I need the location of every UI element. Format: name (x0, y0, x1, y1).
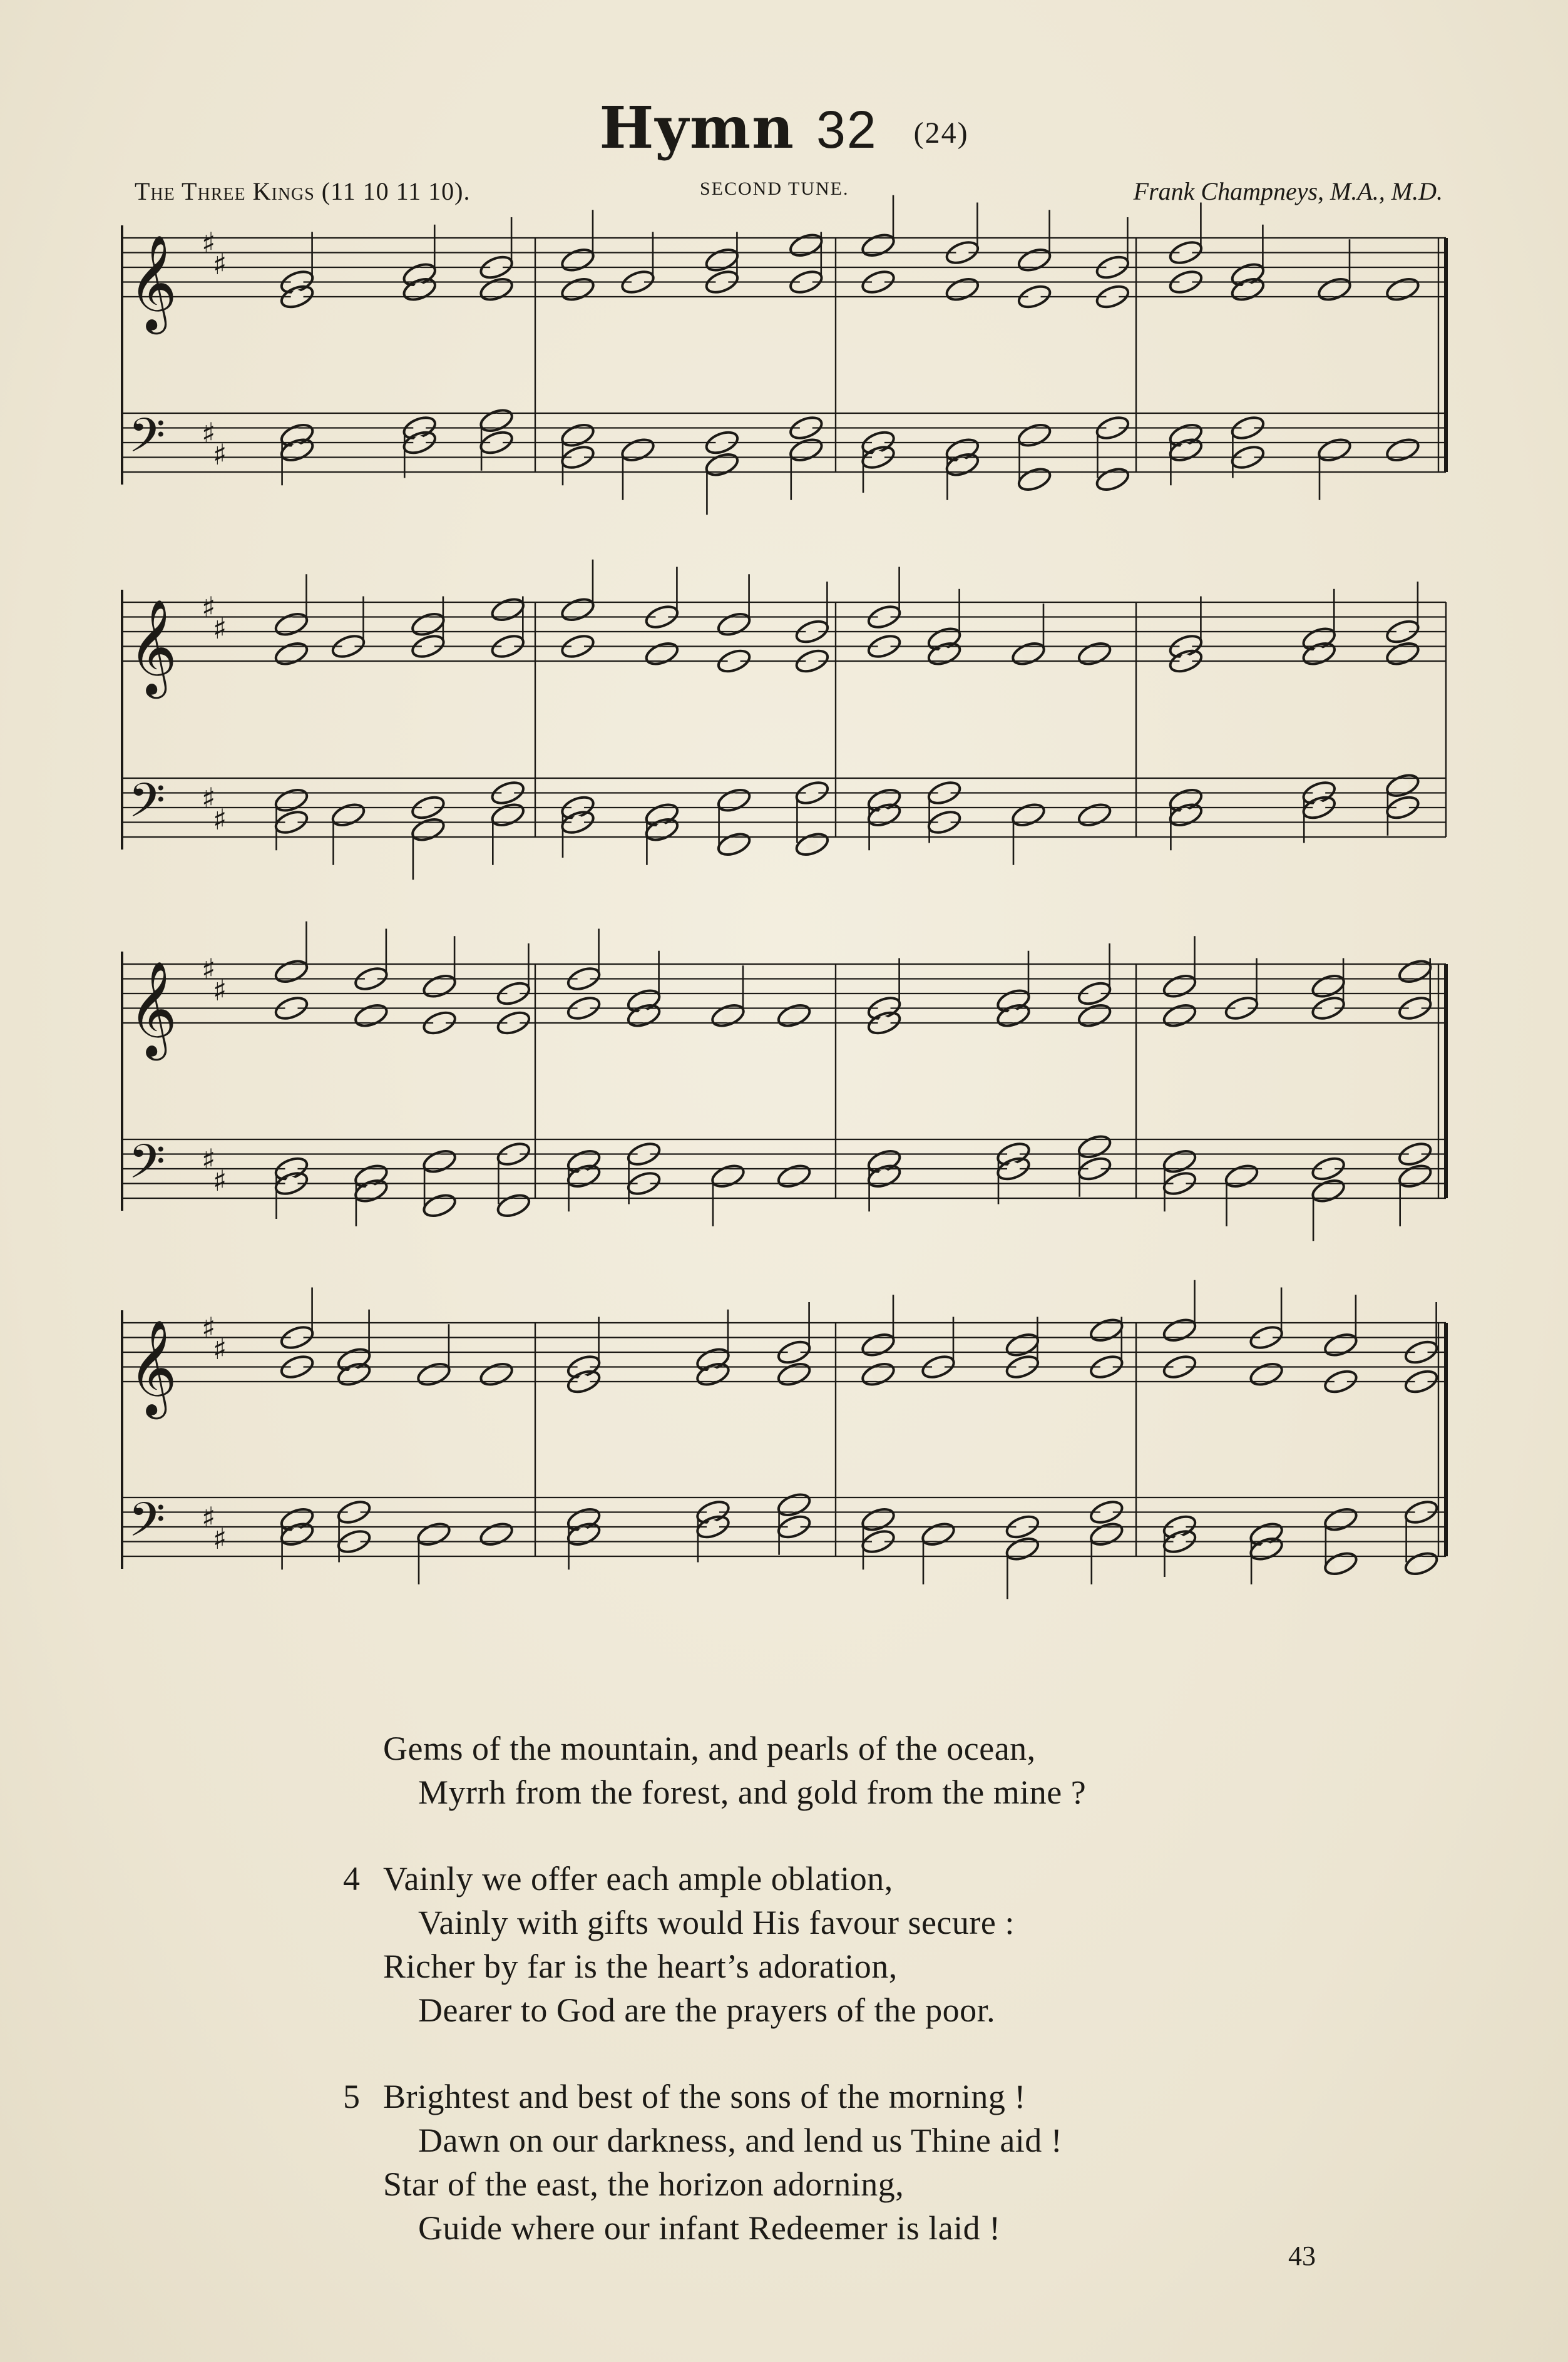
tune-label: SECOND TUNE. (700, 178, 849, 199)
key-signature-sharp: ♯ (213, 1164, 227, 1198)
note-hollow (878, 610, 891, 624)
key-signature-sharp: ♯ (202, 226, 216, 260)
note-hollow (1174, 1154, 1186, 1168)
note-hollow (715, 436, 728, 449)
note-hollow (507, 1199, 520, 1213)
note-hollow (638, 1177, 650, 1191)
note-hollow (932, 1528, 945, 1541)
note-hollow (1260, 1542, 1273, 1556)
note-hollow (1016, 1338, 1028, 1352)
note-hollow (501, 603, 514, 617)
note-hollow (956, 282, 968, 296)
note-hollow (285, 816, 298, 829)
note-hollow (507, 1016, 520, 1030)
note-hollow (1313, 801, 1325, 814)
note-hollow (872, 451, 884, 465)
note-hollow (571, 603, 584, 617)
note-hollow (878, 640, 891, 654)
note-hollow (938, 816, 951, 829)
note-hollow (1174, 1535, 1186, 1549)
note-hollow (632, 275, 644, 289)
note-hollow (1100, 1506, 1113, 1519)
note-hollow (433, 1199, 446, 1213)
note-hollow (1089, 647, 1101, 660)
composer-credit: Frank Champneys, M.A., M.D. (1133, 177, 1443, 205)
note-hollow (878, 1016, 891, 1030)
note-hollow (1328, 443, 1341, 457)
note-hollow (1007, 1009, 1020, 1022)
note-hollow (490, 260, 503, 274)
note-hollow (422, 823, 434, 836)
note-hollow (1106, 290, 1119, 304)
note-hollow (1106, 421, 1119, 435)
key-signature-sharp: ♯ (213, 612, 227, 645)
note-hollow (571, 282, 584, 296)
note-hollow (578, 972, 590, 986)
note-hollow (715, 458, 728, 471)
verse-line: Vainly we offer each ample oblation, (383, 1860, 893, 1897)
note-hollow (638, 1148, 650, 1161)
note-hollow (285, 617, 298, 631)
bass-clef: 𝄢 (128, 1492, 166, 1559)
bass-clef: 𝄢 (128, 408, 166, 475)
verse-line: Gems of the mountain, and pearls of the ocean, (383, 1730, 1036, 1767)
note-hollow (285, 965, 298, 978)
note-hollow (872, 1535, 884, 1549)
note-hollow (1322, 1162, 1335, 1176)
note-hollow (938, 647, 951, 660)
note-hollow (1328, 282, 1341, 296)
verse-line: Dearer to God are the prayers of the poor. (418, 1991, 996, 2029)
note-hollow (348, 1506, 361, 1519)
note-hollow (806, 838, 818, 851)
note-hollow (1089, 1009, 1101, 1022)
note-hollow (490, 436, 503, 449)
note-hollow (1089, 1140, 1101, 1154)
note-hollow (932, 1360, 945, 1374)
note-hollow (1335, 1557, 1347, 1571)
key-signature-sharp: ♯ (202, 1142, 216, 1176)
note-hollow (365, 1184, 377, 1198)
treble-clef: 𝄞 (128, 1319, 178, 1415)
note-hollow (433, 1016, 446, 1030)
key-signature-sharp: ♯ (213, 247, 227, 281)
note-hollow (433, 1154, 446, 1168)
note-hollow (788, 1009, 801, 1022)
verse-line: Myrrh from the forest, and gold from the mine ? (418, 1774, 1087, 1811)
note-hollow (806, 786, 818, 800)
note-hollow (800, 421, 812, 435)
note-hollow (291, 443, 304, 457)
note-hollow (507, 1148, 520, 1161)
note-hollow (1415, 1506, 1428, 1519)
note-hollow (1236, 1002, 1248, 1015)
note-hollow (1089, 1162, 1101, 1176)
note-hollow (872, 275, 884, 289)
key-signature-sharp: ♯ (202, 952, 216, 986)
verse-line: Star of the east, the horizon adorning, (383, 2165, 904, 2203)
note-hollow (1028, 473, 1041, 486)
note-hollow (1174, 1360, 1186, 1374)
key-signature-sharp: ♯ (213, 1522, 227, 1556)
note-hollow (413, 436, 426, 449)
note-hollow (872, 239, 884, 252)
note-hollow (1322, 979, 1335, 993)
note-hollow (1007, 1162, 1020, 1176)
note-hollow (1260, 1367, 1273, 1381)
note-hollow (1100, 1528, 1113, 1541)
note-hollow (788, 1498, 801, 1512)
note-hollow (433, 979, 446, 993)
note-hollow (1396, 282, 1409, 296)
note-hollow (1322, 1184, 1335, 1198)
note-hollow (1415, 1375, 1428, 1389)
key-signature-sharp: ♯ (202, 1501, 216, 1534)
key-signature-sharp: ♯ (213, 803, 227, 836)
note-hollow (1100, 1360, 1113, 1374)
note-hollow (285, 1002, 298, 1015)
note-hollow (1089, 987, 1101, 1000)
key-signature-sharp: ♯ (202, 590, 216, 624)
note-hollow (1089, 808, 1101, 822)
note-hollow (507, 987, 520, 1000)
note-hollow (501, 640, 514, 654)
note-hollow (707, 1520, 719, 1534)
note-hollow (428, 1367, 440, 1381)
note-hollow (365, 972, 377, 986)
note-hollow (1106, 473, 1119, 486)
note-hollow (715, 253, 728, 267)
note-hollow (291, 1528, 304, 1541)
note-hollow (800, 239, 812, 252)
note-hollow (655, 823, 668, 836)
note-hollow (422, 617, 434, 631)
note-hollow (1022, 647, 1035, 660)
note-hollow (632, 443, 644, 457)
note-hollow (413, 282, 426, 296)
note-hollow (638, 1009, 650, 1022)
note-hollow (571, 816, 584, 829)
note-hollow (1415, 1345, 1428, 1359)
note-hollow (1409, 1148, 1422, 1161)
note-hollow (788, 1367, 801, 1381)
key-signature-sharp: ♯ (213, 973, 227, 1007)
note-hollow (1028, 290, 1041, 304)
treble-clef: 𝄞 (128, 960, 178, 1057)
note-hollow (1174, 1177, 1186, 1191)
note-hollow (956, 246, 968, 260)
note-hollow (806, 654, 818, 668)
note-hollow (1260, 1331, 1273, 1345)
note-hollow (571, 451, 584, 465)
key-signature-sharp: ♯ (202, 1311, 216, 1345)
note-hollow (422, 640, 434, 654)
verse-line: Richer by far is the heart’s adoration, (383, 1948, 898, 1985)
note-hollow (1179, 654, 1192, 668)
note-hollow (285, 793, 298, 807)
note-hollow (1022, 808, 1035, 822)
note-hollow (1174, 1323, 1186, 1337)
note-hollow (728, 617, 740, 631)
note-hollow (571, 640, 584, 654)
page-number: 43 (1288, 2241, 1316, 2271)
note-hollow (291, 1331, 304, 1345)
note-hollow (1396, 443, 1409, 457)
note-hollow (715, 275, 728, 289)
note-hollow (1396, 647, 1409, 660)
note-hollow (348, 1367, 361, 1381)
note-hollow (578, 1169, 590, 1183)
note-hollow (571, 253, 584, 267)
verse-line: Vainly with gifts would His favour secure : (418, 1904, 1015, 1941)
note-hollow (788, 1345, 801, 1359)
note-hollow (578, 1002, 590, 1015)
note-hollow (490, 414, 503, 428)
note-hollow (1241, 421, 1254, 435)
note-hollow (342, 640, 355, 654)
note-hollow (1313, 647, 1325, 660)
note-hollow (578, 1528, 590, 1541)
note-hollow (728, 654, 740, 668)
note-hollow (365, 1009, 377, 1022)
note-hollow (578, 1375, 590, 1389)
note-hollow (878, 808, 891, 822)
note-hollow (501, 786, 514, 800)
note-hollow (788, 1169, 801, 1183)
note-hollow (1028, 428, 1041, 442)
key-signature-sharp: ♯ (202, 781, 216, 815)
note-hollow (800, 443, 812, 457)
note-hollow (1016, 1520, 1028, 1534)
verse-line: Guide where our infant Redeemer is laid ! (418, 2209, 1001, 2247)
note-hollow (655, 647, 668, 660)
note-hollow (1100, 1323, 1113, 1337)
treble-clef: 𝄞 (128, 598, 178, 695)
hymn-word: Hymn (599, 94, 796, 162)
note-hollow (1396, 779, 1409, 793)
note-hollow (490, 1528, 503, 1541)
note-hollow (1415, 1557, 1428, 1571)
note-hollow (291, 1360, 304, 1374)
tune-name: The Three Kings (11 10 11 10). (135, 177, 471, 205)
note-hollow (655, 610, 668, 624)
note-hollow (788, 1520, 801, 1534)
note-hollow (342, 808, 355, 822)
treble-clef: 𝄞 (128, 234, 178, 331)
verse-number: 5 (343, 2078, 361, 2115)
key-signature-sharp: ♯ (213, 438, 227, 471)
note-hollow (1335, 1375, 1347, 1389)
note-hollow (956, 458, 968, 471)
note-hollow (1179, 808, 1192, 822)
note-hollow (806, 625, 818, 639)
note-hollow (938, 786, 951, 800)
key-signature-sharp: ♯ (202, 416, 216, 450)
note-hollow (872, 1367, 884, 1381)
note-hollow (722, 1009, 734, 1022)
note-hollow (291, 290, 304, 304)
note-hollow (1241, 451, 1254, 465)
note-hollow (1335, 1512, 1347, 1526)
note-hollow (1174, 979, 1186, 993)
note-hollow (501, 808, 514, 822)
note-hollow (285, 1177, 298, 1191)
note-hollow (1179, 443, 1192, 457)
note-hollow (1016, 1542, 1028, 1556)
key-signature-sharp: ♯ (213, 1332, 227, 1366)
note-hollow (728, 793, 740, 807)
note-hollow (1179, 246, 1192, 260)
verse-line: Dawn on our darkness, and lend us Thine aid ! (418, 2122, 1063, 2159)
note-hollow (285, 647, 298, 660)
bass-clef: 𝄢 (128, 773, 166, 840)
note-hollow (1106, 260, 1119, 274)
note-hollow (428, 1528, 440, 1541)
bass-clef: 𝄢 (128, 1134, 166, 1201)
note-hollow (1409, 1169, 1422, 1183)
note-hollow (800, 275, 812, 289)
note-hollow (1409, 1002, 1422, 1015)
note-hollow (1396, 801, 1409, 814)
verse-line: Brightest and best of the sons of the morning ! (383, 2078, 1026, 2115)
note-hollow (728, 838, 740, 851)
hymn-number: 32 (816, 100, 878, 159)
note-hollow (422, 801, 434, 814)
note-hollow (490, 1367, 503, 1381)
note-hollow (878, 1169, 891, 1183)
note-hollow (1396, 625, 1409, 639)
note-hollow (1174, 1009, 1186, 1022)
note-hollow (872, 1512, 884, 1526)
note-hollow (1335, 1338, 1347, 1352)
note-hollow (707, 1367, 719, 1381)
note-hollow (348, 1535, 361, 1549)
note-hollow (1236, 1169, 1248, 1183)
note-hollow (571, 428, 584, 442)
note-hollow (1179, 275, 1192, 289)
note-hollow (1016, 1360, 1028, 1374)
hymn-bracket-number: (24) (913, 116, 969, 150)
note-hollow (722, 1169, 734, 1183)
note-hollow (1322, 1002, 1335, 1015)
note-hollow (490, 282, 503, 296)
note-hollow (1409, 965, 1422, 978)
note-hollow (1241, 282, 1254, 296)
verse-number: 4 (343, 1860, 361, 1897)
note-hollow (872, 1338, 884, 1352)
note-hollow (1028, 253, 1041, 267)
